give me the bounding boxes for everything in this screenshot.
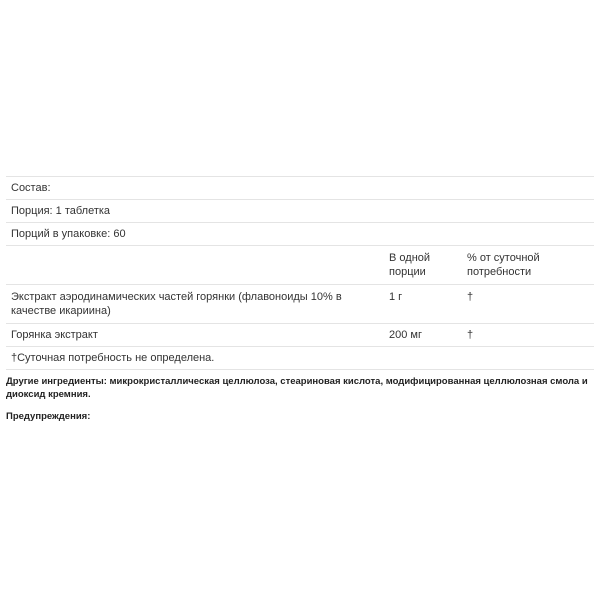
- table-row: [6, 200, 594, 223]
- column-header-daily-value: % от суточной потребности: [462, 246, 594, 285]
- servings-per-container: Порций в упаковке: 60: [6, 223, 594, 246]
- ingredient-name: Горянка экстракт: [6, 324, 384, 347]
- serving-size: Порция: 1 таблетка: [6, 200, 594, 223]
- other-ingredients: Другие ингредиенты: микрокристаллическая целлюлоза, стеариновая кислота, модифицированная целлюлозная смола и диоксид кремния.: [6, 376, 588, 400]
- warnings-heading: Предупреждения:: [6, 411, 91, 422]
- column-header-amount: В одной порции: [384, 246, 462, 285]
- footnote-row: [6, 347, 594, 370]
- column-header-row: [6, 246, 594, 285]
- table-row: [6, 177, 594, 200]
- ingredient-daily-value: †: [462, 285, 594, 324]
- supplement-facts-table: [6, 176, 594, 370]
- supplement-facts-table-container: [6, 176, 594, 370]
- ingredient-amount: 1 г: [384, 285, 462, 324]
- ingredient-daily-value: †: [462, 324, 594, 347]
- composition-label: Состав:: [6, 177, 594, 200]
- column-header-ingredient: [6, 246, 384, 285]
- table-row: [6, 324, 594, 347]
- footnote: †Суточная потребность не определена.: [6, 347, 594, 370]
- table-row: [6, 285, 594, 324]
- notes-section: [6, 375, 594, 432]
- ingredient-amount: 200 мг: [384, 324, 462, 347]
- ingredient-name: Экстракт аэродинамических частей горянки (флавоноиды 10% в качестве икариина): [6, 285, 384, 324]
- table-row: [6, 223, 594, 246]
